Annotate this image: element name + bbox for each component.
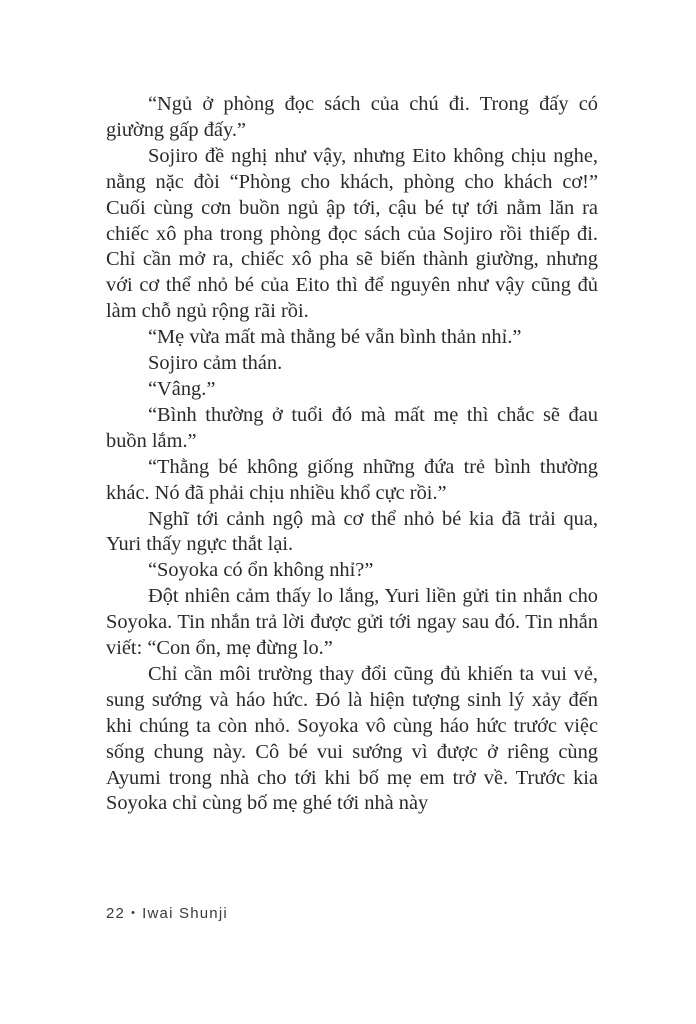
paragraph: “Thằng bé không giống những đứa trẻ bình thường khác. Nó đã phải chịu nhiều khổ cực rồi.” xyxy=(106,455,598,504)
paragraph: Sojiro cảm thán. xyxy=(148,352,283,375)
paragraph: “Ngủ ở phòng đọc sách của chú đi. Trong đấy có giường gấp đấy.” xyxy=(106,93,598,141)
paragraph: “Bình thường ở tuổi đó mà mất mẹ thì chắc sẽ đau buồn lắm.” xyxy=(106,403,598,452)
paragraph: “Vâng.” xyxy=(148,377,216,400)
paragraph: “Mẹ vừa mất mà thằng bé vẫn bình thản nhỉ.” xyxy=(148,326,522,349)
paragraph: “Soyoka có ổn không nhỉ?” xyxy=(148,559,374,582)
paragraph: Nghĩ tới cảnh ngộ mà cơ thể nhỏ bé kia đã trải qua, Yuri thấy ngực thắt lại. xyxy=(106,507,598,556)
page-footer xyxy=(106,905,228,922)
page-number: 22 xyxy=(106,905,126,922)
author-name: Iwai Shunji xyxy=(142,905,228,922)
footer-separator: • xyxy=(131,907,137,919)
body-text xyxy=(106,92,598,817)
paragraph: Sojiro đề nghị như vậy, nhưng Eito không chịu nghe, nằng nặc đòi “Phòng cho khách, phòng cho khách cơ!” Cuối cùng cơn buồn ngủ ập tới, cậu bé tự tới nằm lăn ra chiếc xô pha trong phòng đọc sách của Sojiro rồi thiếp đi. Chỉ cần mở ra, chiếc xô pha sẽ biến thành giường, nhưng với cơ thể nhỏ bé của Eito thì để nguyên như vậy cũng đủ làm chỗ ngủ rộng rãi rồi. xyxy=(106,144,598,323)
paragraph: Chỉ cần môi trường thay đổi cũng đủ khiến ta vui vẻ, sung sướng và háo hức. Đó là hiện tượng sinh lý xảy đến khi chúng ta còn nhỏ. Soyoka vô cùng háo hức trước việc sống chung này. Cô bé vui sướng vì được ở riêng cùng Ayumi trong nhà cho tới khi bố mẹ em trở về. Trước kia Soyoka chỉ cùng bố mẹ ghé tới nhà này xyxy=(106,662,598,815)
paragraph: Đột nhiên cảm thấy lo lắng, Yuri liền gửi tin nhắn cho Soyoka. Tin nhắn trả lời được gửi tới ngay sau đó. Tin nhắn viết: “Con ổn, mẹ đừng lo.” xyxy=(106,585,598,660)
